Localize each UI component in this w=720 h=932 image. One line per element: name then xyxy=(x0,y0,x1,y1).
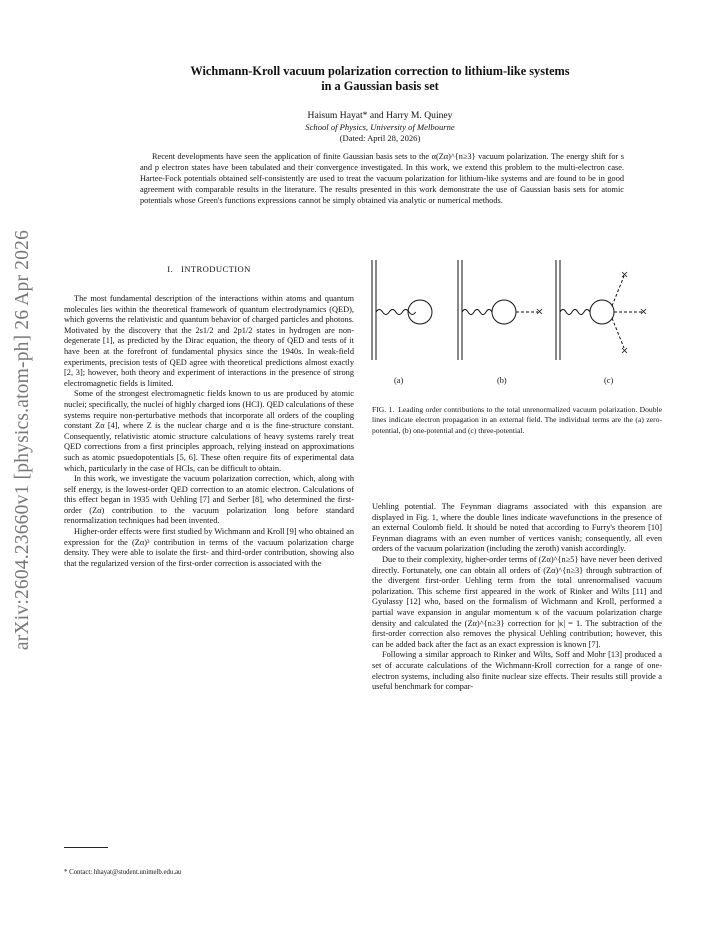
paragraph: Due to their complexity, higher-order terms of (Zα)^{n≥5} have never been derived directly. Fortunately, one can obtain all orders of (Zα)^{n≥3} through subtraction of the divergent first-order Uehling term from the total unrenormalised vacuum polarization. This scheme first appeared in the work of Rinker and Wilts [11] and Gyulassy [12] who, based on the formalism of Wichmann and Kroll, performed a partial wave expansion in angular momentum κ of the vacuum polarization charge density and calculated the (Zα)^{n≥3} correction for |κ| = 1. The subtraction of the first-order correction also removes the physical Uehling contribution; however, this can be added back after the fact as an exact expression is known [7]. xyxy=(372,554,662,649)
figure-caption xyxy=(372,405,662,436)
title-line-2: in a Gaussian basis set xyxy=(321,79,439,93)
potential-dashed-line-c-top xyxy=(612,276,624,306)
photon-wavy-line-a xyxy=(376,310,416,315)
caption-text: Leading order contributions to the total unrenormalized vacuum polarization. Double lines indicate electron propagation in an external field. The individual terms are the (a) zero-potential, (b) one-potential and (c) three-potential. xyxy=(372,405,662,435)
right-column xyxy=(372,502,662,693)
arxiv-identifier: arXiv:2604.23660v1 [physics.atom-ph] 26 Apr 2026 xyxy=(12,229,33,651)
diagram-c xyxy=(556,260,646,360)
paragraph: Higher-order effects were first studied by Wichmann and Kroll [9] who obtained an expression for the (Zα)³ contribution in terms of the vacuum polarization charge density. They were able to isolate the first- and third-order contribution, showing also that the regularized version of the first-order correction is associated with the xyxy=(64,527,354,568)
section-heading xyxy=(64,264,354,274)
paragraph: The most fundamental description of the interactions within atoms and quantum molecules lies within the theoretical framework of quantum electrodynamics (QED), which governs the relativistic and quantum behavior of charged particles and photons. Motivated by the discovery that the 2s1/2 and 2p1/2 states in hydrogen are non-degenerate [1], as predicted by the Dirac equation, the theory of QED and tests of it have been at the forefront of fundamental physics since the 1940s. In weak-field experiments, precision tests of QED agree with theoretical predictions almost exactly [2, 3]; however, both theory and experiment of interactions in the presence of strong electromagnetic fields is limited. xyxy=(64,294,354,388)
vacuum-loop-b xyxy=(492,300,516,324)
affiliation: School of Physics, University of Melbourne xyxy=(305,122,455,132)
photon-wavy-line-c xyxy=(560,310,590,315)
potential-dashed-line-c-bottom xyxy=(612,318,624,348)
feynman-diagrams-figure xyxy=(366,254,662,384)
paragraph: In this work, we investigate the vacuum polarization correction, which, along with self energy, is the lowest-order QED correction to an atomic electron. Calculations of this effect began in 1935 with Uehling [7] and Serber [8], who determined the first-order (Zα) contribution to the vacuum polarization long before standard renormalization techniques had been invented. xyxy=(64,474,354,526)
paragraph: Some of the strongest electromagnetic fields known to us are produced by atomic nuclei; specifically, the nuclei of highly charged ions (HCI). QED calculations of these systems require non-perturbative methods that incorporate all orders of the coupling constant Zα [4], where Z is the nuclear charge and α is the fine-structure constant. Consequently, relativistic atomic structure calculations of heavy systems rarely treat QED corrections from a first principles approach, relying instead on approximations such as atomic psuedopotentials [5, 6]. These often require fits of experimental data which, particularly in the case of HCIs, can be difficult to obtain. xyxy=(64,389,354,473)
external-potential-cross-c-top xyxy=(622,272,627,277)
authors: Haisum Hayat* and Harry M. Quiney xyxy=(307,110,453,121)
section-number: I. xyxy=(167,264,174,274)
diagram-a xyxy=(372,260,432,360)
section-title: INTRODUCTION xyxy=(181,264,251,274)
footnote-rule xyxy=(64,847,108,848)
photon-wavy-line-b xyxy=(462,310,492,315)
vacuum-loop-c xyxy=(590,300,614,324)
title-line-1: Wichmann-Kroll vacuum polarization correction to lithium-like systems xyxy=(190,64,570,78)
caption-label: FIG. 1. xyxy=(372,405,395,414)
paragraph: Uehling potential. The Feynman diagrams associated with this expansion are displayed in Fig. 1, where the double lines indicate wavefunctions in the presence of an external Coulomb field. It should be noted that according to Furry's theorem [10] Feynman diagrams with an even number of vertices vanish; consequently, all even orders of the vacuum polarization (including the zeroth) vanish accordingly. xyxy=(372,502,662,554)
arxiv-sidebar-stamp xyxy=(8,210,38,670)
footnote: * Contact: hhayat@student.unimelb.edu.au xyxy=(64,869,182,876)
vacuum-loop-a xyxy=(408,300,432,324)
figure-label-a: (a) xyxy=(394,376,404,385)
figure-label-c: (c) xyxy=(604,376,614,385)
external-potential-cross-c-bottom xyxy=(622,348,627,353)
figure-label-b: (b) xyxy=(497,376,507,385)
diagram-b xyxy=(458,260,542,360)
date-line: (Dated: April 28, 2026) xyxy=(339,133,421,143)
paper-title xyxy=(80,64,680,94)
abstract: Recent developments have seen the application of finite Gaussian basis sets to the α(Zα)^{n≥3} vacuum polarization. The energy shift for s and p electron states have been tabulated and their convergence investigated. In this work, we extend this problem to the multi-electron case. Hartee-Fock potentials obtained self-consistently are used to treat the vacuum polarization for lithium-like systems and are found to be in good agreement with comparable results in the literature. The results presented in this work demonstrate the use of Gaussian basis sets for atomic potentials whose Green's functions expressions cannot be simply obtained via analytic or numerical methods. xyxy=(140,152,624,205)
left-column xyxy=(64,294,354,569)
paragraph: Following a similar approach to Rinker and Wilts, Soff and Mohr [13] produced a set of accurate calculations of the Wichmann-Kroll correction for a range of one-electron systems, including also finite nuclear size effects. Their results still provide a useful benchmark for compar- xyxy=(372,650,662,692)
